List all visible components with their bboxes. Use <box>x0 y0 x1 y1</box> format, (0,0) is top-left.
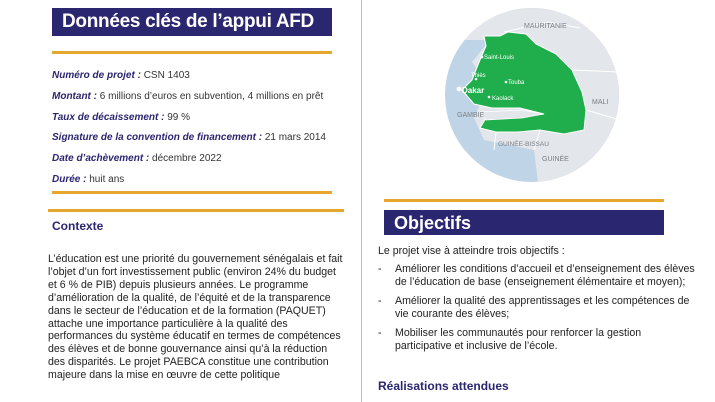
fact-label: Signature de la convention de financement <box>52 132 256 144</box>
key-data-title: Données clés de l’appui AFD <box>62 11 314 32</box>
objectif-item <box>378 295 698 321</box>
objectif-text: Améliorer les conditions d’accueil et d’enseignement des élèves de l’éducation de base (enseignement élémentaire et moyen); <box>395 263 695 288</box>
label-guinee-bissau: GUINÉE-BISSAU <box>498 141 549 148</box>
fact-value: CSN 1403 <box>143 70 190 81</box>
fact-separator: : <box>143 153 153 165</box>
key-data-banner <box>52 8 332 36</box>
label-dakar: Dakar <box>462 86 485 95</box>
fact-value: huit ans <box>89 173 125 185</box>
objectifs-intro: Le projet vise à atteindre trois objectifs : <box>378 245 565 257</box>
objectifs-rule <box>384 199 664 202</box>
senegal-map <box>444 0 620 190</box>
fact-separator: : <box>90 90 100 102</box>
list-bullet: - <box>378 295 382 307</box>
list-bullet: - <box>378 327 382 339</box>
realisations-title: Réalisations attendues <box>378 379 509 393</box>
label-touba: Touba <box>508 80 525 86</box>
label-saint-louis: Saint-Louis <box>484 55 515 61</box>
label-guinee: GUINÉE <box>542 156 569 163</box>
fact-completion-date <box>52 149 352 170</box>
fact-value: décembre 2022 <box>152 153 222 165</box>
key-data-top-rule <box>52 51 332 54</box>
objectifs-list <box>378 263 698 359</box>
fact-separator: : <box>158 111 168 123</box>
fact-disbursement-rate <box>52 108 352 129</box>
fact-label: Taux de décaissement <box>52 111 159 123</box>
objectifs-banner <box>384 210 664 235</box>
fact-value: 99 % <box>167 111 191 123</box>
fact-label: Durée <box>52 173 81 185</box>
fact-amount <box>52 87 352 108</box>
label-mali: MALI <box>592 99 609 106</box>
saint-louis-dot <box>481 56 484 59</box>
objectif-text: Améliorer la qualité des apprentissages et les compétences de vie courante des élèves; <box>395 295 690 320</box>
fact-value: 6 millions d’euros en subvention, 4 millions en prêt <box>99 90 324 102</box>
touba-dot <box>505 81 508 84</box>
fact-signature-date <box>52 128 352 149</box>
objectifs-title: Objectifs <box>394 213 472 233</box>
dakar-dot <box>457 87 462 92</box>
fact-project-number <box>52 66 352 87</box>
label-mauritanie: MAURITANIE <box>524 23 567 30</box>
objectif-item <box>378 327 698 353</box>
fact-label: Numéro de projet <box>52 70 135 81</box>
contexte-body: L’éducation est une priorité du gouvernement sénégalais et fait l’objet d’un fort investissement public (environ 24% du budget et 6 % de PIB) depuis plusieurs années. Le programme d’amélioration de la qualité, de l’équité et de la transparence dans le secteur de l’éducation et de la formation (PAQUET) attache une importance particulière à la qualité des performances du système éducatif en termes de compétences des élèves et de bonne gouvernance ainsi qu’à la réduction des disparités. Le projet PAEBCA constitue une contribution majeure dans la mise en œuvre de cette politique <box>48 253 343 382</box>
label-thies: Thiès <box>471 73 486 79</box>
fact-label: Date d’achèvement <box>52 153 144 165</box>
label-gambie: GAMBIE <box>457 112 485 119</box>
kaolack-dot <box>488 96 491 99</box>
fact-separator: : <box>134 70 144 81</box>
fact-separator: : <box>80 173 90 185</box>
key-data-list <box>52 66 352 191</box>
objectif-text: Mobiliser les communautés pour renforcer la gestion participative et inclusive de l’école. <box>395 327 642 352</box>
key-data-bottom-rule <box>52 191 332 194</box>
column-divider <box>361 0 362 402</box>
contexte-rule <box>48 209 344 212</box>
fact-value: 21 mars 2014 <box>264 132 326 144</box>
fact-separator: : <box>255 132 265 144</box>
objectif-item <box>378 263 698 289</box>
contexte-title: Contexte <box>52 219 104 233</box>
fact-duration <box>52 170 352 191</box>
fact-label: Montant <box>52 90 91 102</box>
label-kaolack: Kaolack <box>492 96 514 102</box>
list-bullet: - <box>378 263 382 275</box>
